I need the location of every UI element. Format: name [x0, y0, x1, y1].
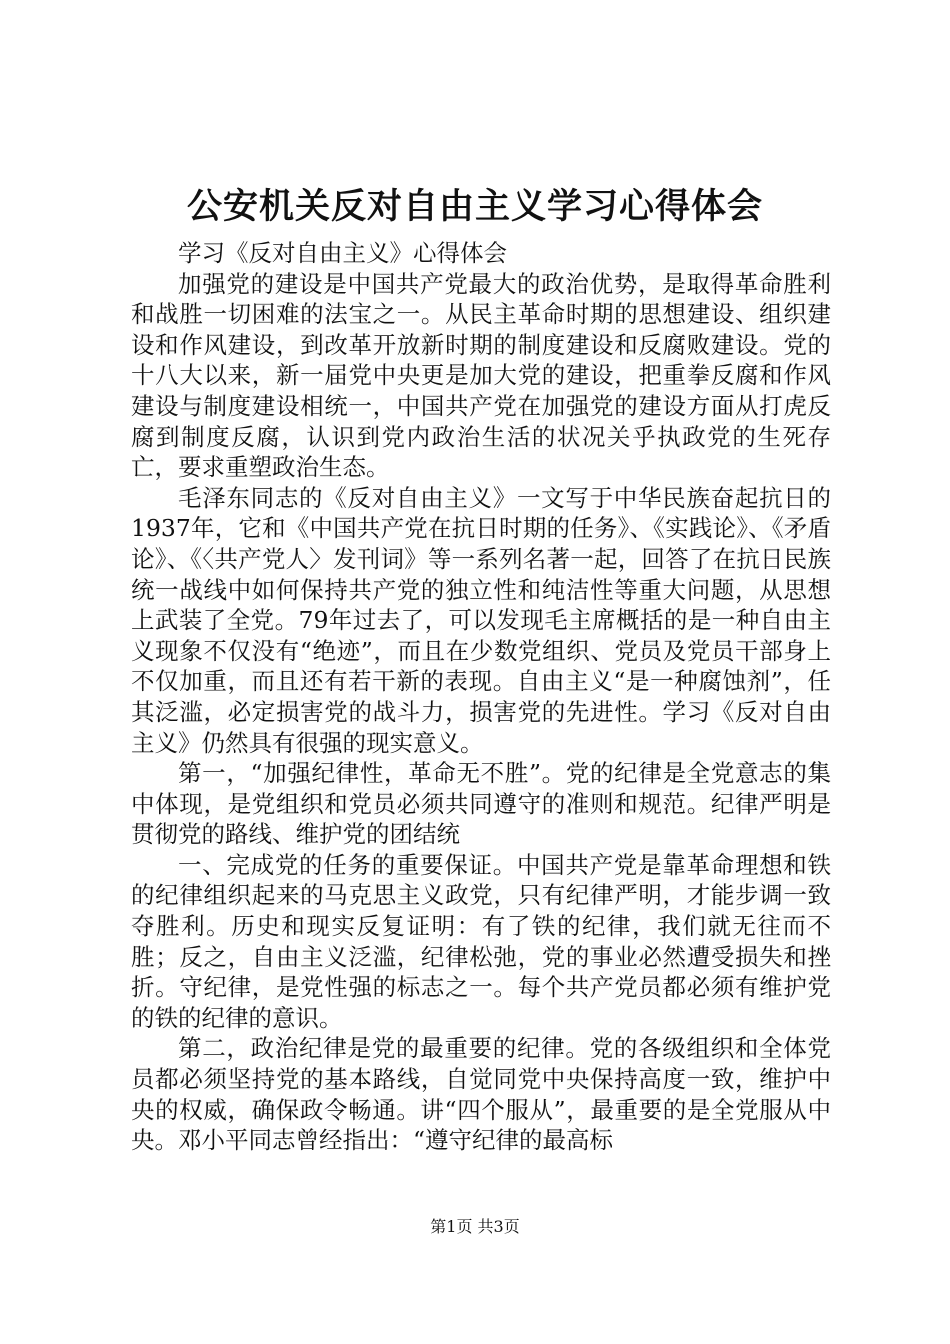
paragraph-discipline-guarantee: 一、完成党的任务的重要保证。中国共产党是靠革命理想和铁的纪律组织起来的马克思主义政党，只有纪律严明，才能步调一致夺胜利。历史和现实反复证明：有了铁的纪律，我们就无往而不胜；反之，自由主义泛滥，纪律松弛，党的事业必然遭受损失和挫折。守纪律，是党性强的标志之一。每个共产党员都必须有维护党的铁的纪律的意识。 — [131, 850, 831, 1032]
paragraph-subtitle: 学习《反对自由主义》心得体会 — [178, 239, 507, 267]
page-number: 第1页 共3页 — [430, 1217, 520, 1236]
paragraph-discipline-first: 第一，“加强纪律性，革命无不胜”。党的纪律是全党意志的集中体现，是党组织和党员必须共同遵守的准则和规范。纪律严明是贯彻党的路线、维护党的团结统 — [131, 759, 831, 849]
document-body — [131, 238, 831, 1156]
paragraph-mao-essay: 毛泽东同志的《反对自由主义》一文写于中华民族奋起抗日的1937年，它和《中国共产党在抗日时期的任务》、《实践论》、《矛盾论》、《〈共产党人〉发刊词》等一系列名著一起，回答了在抗日民族统一战线中如何保持共产党的独立性和纯洁性等重大问题，从思想上武装了全党。79年过去了，可以发现毛主席概括的是一种自由主义现象不仅没有“绝迹”，而且在少数党组织、党员及党员干部身上不仅加重，而且还有若干新的表现。自由主义“是一种腐蚀剂”，任其泛滥，必定损害党的战斗力，损害党的先进性。学习《反对自由主义》仍然具有很强的现实意义。 — [131, 483, 831, 757]
paragraph-party-building: 加强党的建设是中国共产党最大的政治优势，是取得革命胜利和战胜一切困难的法宝之一。从民主革命时期的思想建设、组织建设和作风建设，到改革开放新时期的制度建设和反腐败建设。党的十八大以来，新一届党中央更是加大党的建设，把重拳反腐和作风建设与制度建设相统一，中国共产党在加强党的建设方面从打虎反腐到制度反腐，认识到党内政治生活的状况关乎执政党的生死存亡，要求重塑政治生态。 — [131, 269, 831, 482]
document-title: 公安机关反对自由主义学习心得体会 — [186, 186, 763, 227]
paragraph-political-discipline: 第二，政治纪律是党的最重要的纪律。党的各级组织和全体党员都必须坚持党的基本路线，自觉同党中央保持高度一致，维护中央的权威，确保政令畅通。讲“四个服从”，最重要的是全党服从中央。邓小平同志曾经指出：“遵守纪律的最高标 — [131, 1034, 831, 1155]
